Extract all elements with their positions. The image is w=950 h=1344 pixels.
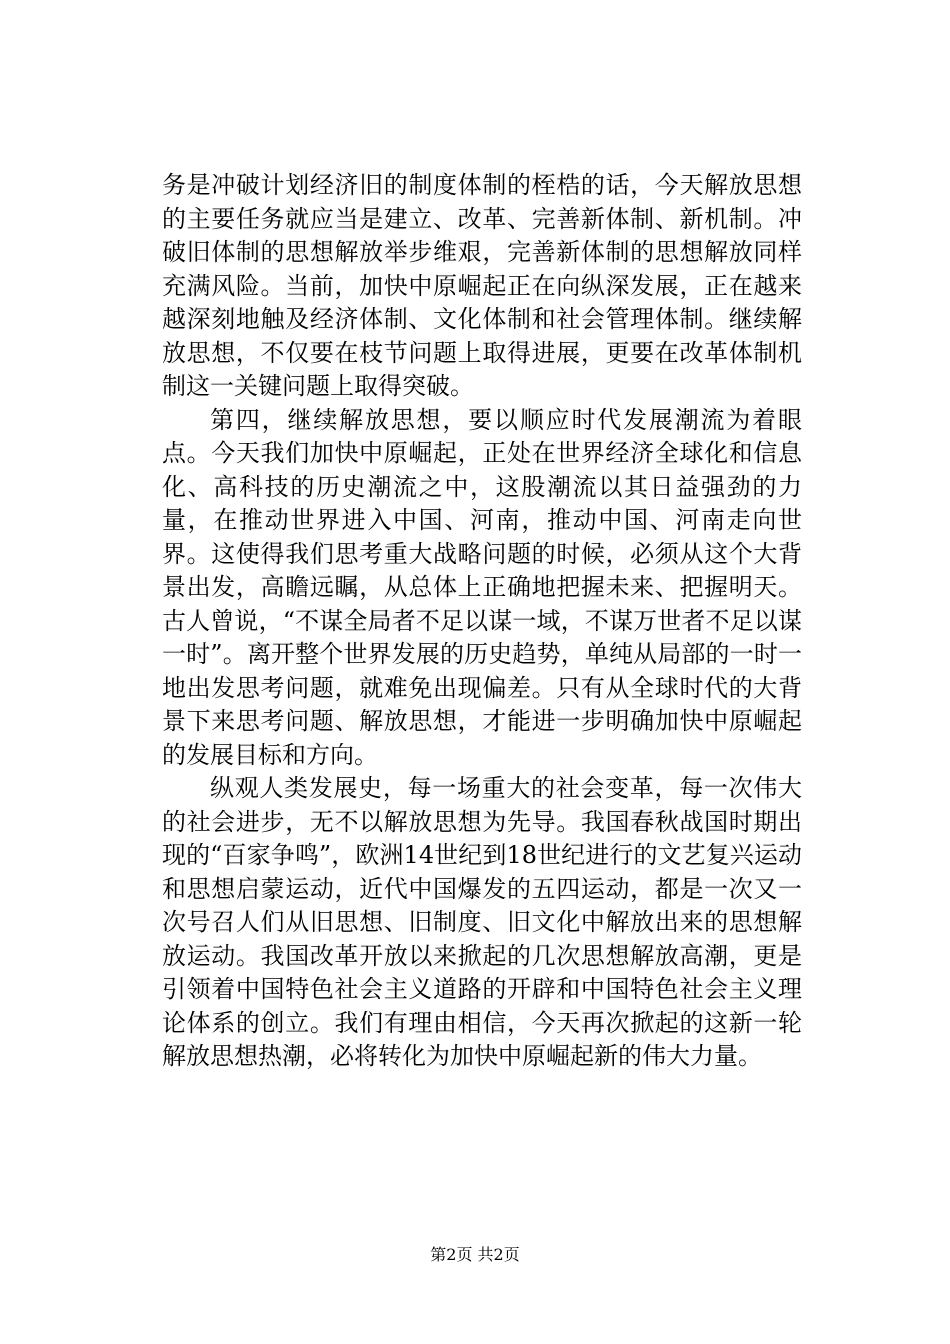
paragraph-point-four: 第四，继续解放思想，要以顺应时代发展潮流为着眼点。今天我们加快中原崛起，正处在世界经济全球化和信息化、高科技的历史潮流之中，这股潮流以其日益强劲的力量，在推动世界进入中国、河南，推动中国、河南走向世界。这使得我们思考重大战略问题的时候，必须从这个大背景出发，高瞻远瞩，从总体上正确地把握未来、把握明天。古人曾说，“不谋全局者不足以谋一域，不谋万世者不足以谋一时”。离开整个世界发展的历史趋势，单纯从局部的一时一地出发思考问题，就难免出现偏差。只有从全球时代的大背景下来思考问题、解放思想，才能进一步明确加快中原崛起的发展目标和方向。 <box>162 405 802 769</box>
page-footer: 第2页 共2页 <box>430 1245 520 1264</box>
document-body <box>162 169 802 1074</box>
paragraph-history: 纵观人类发展史，每一场重大的社会变革，每一次伟大的社会进步，无不以解放思想为先导。我国春秋战国时期出现的“百家争鸣”，欧洲14世纪到18世纪进行的文艺复兴运动和思想启蒙运动，近代中国爆发的五四运动，都是一次又一次号召人们从旧思想、旧制度、旧文化中解放出来的思想解放运动。我国改革开放以来掀起的几次思想解放高潮，更是引领着中国特色社会主义道路的开辟和中国特色社会主义理论体系的创立。我们有理由相信，今天再次掀起的这新一轮解放思想热潮，必将转化为加快中原崛起新的伟大力量。 <box>162 774 802 1070</box>
paragraph-continuation: 务是冲破计划经济旧的制度体制的桎梏的话，今天解放思想的主要任务就应当是建立、改革、完善新体制、新机制。冲破旧体制的思想解放举步维艰，完善新体制的思想解放同样充满风险。当前，加快中原崛起正在向纵深发展，正在越来越深刻地触及经济体制、文化体制和社会管理体制。继续解放思想，不仅要在枝节问题上取得进展，更要在改革体制机制这一关键问题上取得突破。 <box>162 171 802 400</box>
